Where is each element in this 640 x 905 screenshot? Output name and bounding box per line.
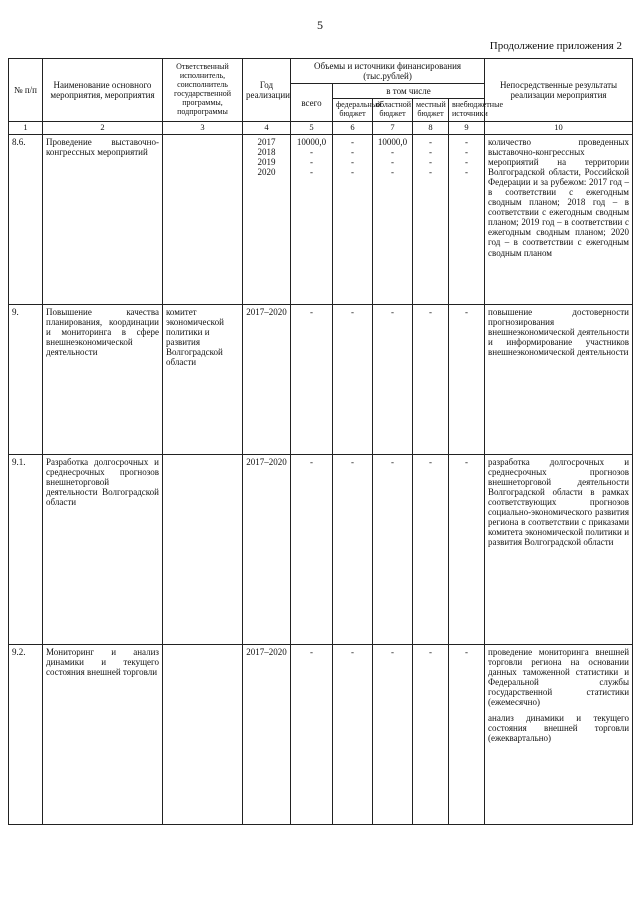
header-funding: Объемы и источники финансирования (тыс.рублей) xyxy=(291,59,485,84)
federal-value: - xyxy=(351,156,354,167)
row-years xyxy=(243,304,291,454)
row-responsible xyxy=(163,134,243,304)
table-row xyxy=(9,134,633,304)
year-value: 2017–2020 xyxy=(246,456,287,467)
header-no: № п/п xyxy=(9,59,43,122)
year-value: 2017–2020 xyxy=(246,306,287,317)
row-extrabudget: - xyxy=(449,454,485,644)
col-index: 9 xyxy=(449,122,485,135)
program-table xyxy=(8,58,633,825)
regional-value: - xyxy=(391,156,394,167)
local-value: - xyxy=(429,146,432,157)
row-federal: - xyxy=(333,644,373,824)
col-index: 3 xyxy=(163,122,243,135)
row-local: - xyxy=(413,454,449,644)
extrabudget-value: - xyxy=(465,146,468,157)
table-row xyxy=(9,644,633,824)
year-value: 2019 xyxy=(257,156,276,167)
total-value: - xyxy=(310,156,313,167)
federal-value: - xyxy=(351,166,354,177)
row-result: повышение достоверности прогнозирования внешнеэкономической деятельности и информирование участников внешнеэкономической деятельности xyxy=(485,304,633,454)
row-name: Мониторинг и анализ динамики и текущего состояния внешней торговли xyxy=(43,644,163,824)
row-years xyxy=(243,454,291,644)
row-total: - xyxy=(291,304,333,454)
col-index: 2 xyxy=(43,122,163,135)
header-year: Год реализации xyxy=(243,59,291,122)
row-number: 9. xyxy=(9,304,43,454)
header-including: в том числе xyxy=(333,84,485,99)
row-local xyxy=(413,134,449,304)
extrabudget-value: - xyxy=(465,166,468,177)
local-value: - xyxy=(429,166,432,177)
row-regional xyxy=(373,134,413,304)
col-index: 8 xyxy=(413,122,449,135)
col-index: 1 xyxy=(9,122,43,135)
row-name: Повышение качества планирования, координации и мониторинга в сфере внешнеэкономической деятельности xyxy=(43,304,163,454)
header-extrabudget: внебюджетные источники xyxy=(449,99,485,122)
row-local: - xyxy=(413,304,449,454)
year-value: 2018 xyxy=(257,146,276,157)
row-regional: - xyxy=(373,644,413,824)
col-index: 7 xyxy=(373,122,413,135)
row-years xyxy=(243,134,291,304)
col-index: 5 xyxy=(291,122,333,135)
year-value: 2017 xyxy=(257,136,276,147)
row-result xyxy=(485,644,633,824)
row-extrabudget: - xyxy=(449,304,485,454)
row-result: разработка долгосрочных и среднесрочных прогнозов внешнеторговой деятельности Волгоградской области в рамках соответствующих прогнозов социально-экономического развития региона в соответствии с приказами комитета экономической политики и развития Волгоградской области xyxy=(485,454,633,644)
row-local: - xyxy=(413,644,449,824)
page-number: 5 xyxy=(317,18,323,32)
total-value: 10000,0 xyxy=(296,136,327,147)
continuation-label: Продолжение приложения 2 xyxy=(489,40,622,52)
row-name: Проведение выставочно-конгрессных мероприятий xyxy=(43,134,163,304)
row-total: - xyxy=(291,644,333,824)
row-result: количество проведенных выставочно-конгрессных мероприятий на территории Волгоградской области, Российской Федерации и за рубежом: 2017 год – в соответствии с ежегодным сводным планом; 2018 год – в соответствии с ежегодным сводным планом; 2019 год – в соответствии с ежегодным сводным планом; 2020 год – в соответствии с ежегодным сводным планом xyxy=(485,134,633,304)
row-regional: - xyxy=(373,304,413,454)
row-number: 8.6. xyxy=(9,134,43,304)
row-name: Разработка долгосрочных и среднесрочных прогнозов внешнеторговой деятельности Волгоградской области xyxy=(43,454,163,644)
row-number: 9.2. xyxy=(9,644,43,824)
row-extrabudget: - xyxy=(449,644,485,824)
column-index-row xyxy=(9,122,633,135)
total-value: - xyxy=(310,166,313,177)
row-federal xyxy=(333,134,373,304)
row-number: 9.1. xyxy=(9,454,43,644)
row-responsible xyxy=(163,644,243,824)
row-federal: - xyxy=(333,454,373,644)
header-total: всего xyxy=(291,84,333,122)
row-total xyxy=(291,134,333,304)
col-index: 10 xyxy=(485,122,633,135)
header-results: Непосредственные результаты реализации мероприятия xyxy=(485,59,633,122)
total-value: - xyxy=(310,146,313,157)
local-value: - xyxy=(429,136,432,147)
row-responsible xyxy=(163,454,243,644)
row-responsible: комитет экономической политики и развития Волгоградской области xyxy=(163,304,243,454)
table-row xyxy=(9,304,633,454)
result-text: анализ динамики и текущего состояния внешней торговли (ежеквартально) xyxy=(488,713,630,744)
table-row xyxy=(9,454,633,644)
header-federal: федеральный бюджет xyxy=(333,99,373,122)
header-regional: областной бюджет xyxy=(373,99,413,122)
regional-value: 10000,0 xyxy=(377,136,408,147)
col-index: 6 xyxy=(333,122,373,135)
row-regional: - xyxy=(373,454,413,644)
local-value: - xyxy=(429,156,432,167)
year-value: 2020 xyxy=(257,166,276,177)
header-responsible: Ответственный исполнитель, соисполнитель государственной программы, подпрограммы xyxy=(163,59,243,122)
regional-value: - xyxy=(391,146,394,157)
row-total: - xyxy=(291,454,333,644)
extrabudget-value: - xyxy=(465,156,468,167)
col-index: 4 xyxy=(243,122,291,135)
row-extrabudget xyxy=(449,134,485,304)
header-name: Наименование основного мероприятия, мероприятия xyxy=(43,59,163,122)
federal-value: - xyxy=(351,136,354,147)
header-local: местный бюджет xyxy=(413,99,449,122)
row-federal: - xyxy=(333,304,373,454)
result-text: проведение мониторинга внешней торговли региона на основании данных таможенной статистики и Федеральной службы государственной статистики (ежемесячно) xyxy=(488,646,630,708)
extrabudget-value: - xyxy=(465,136,468,147)
year-value: 2017–2020 xyxy=(246,646,287,657)
row-years xyxy=(243,644,291,824)
federal-value: - xyxy=(351,146,354,157)
regional-value: - xyxy=(391,166,394,177)
